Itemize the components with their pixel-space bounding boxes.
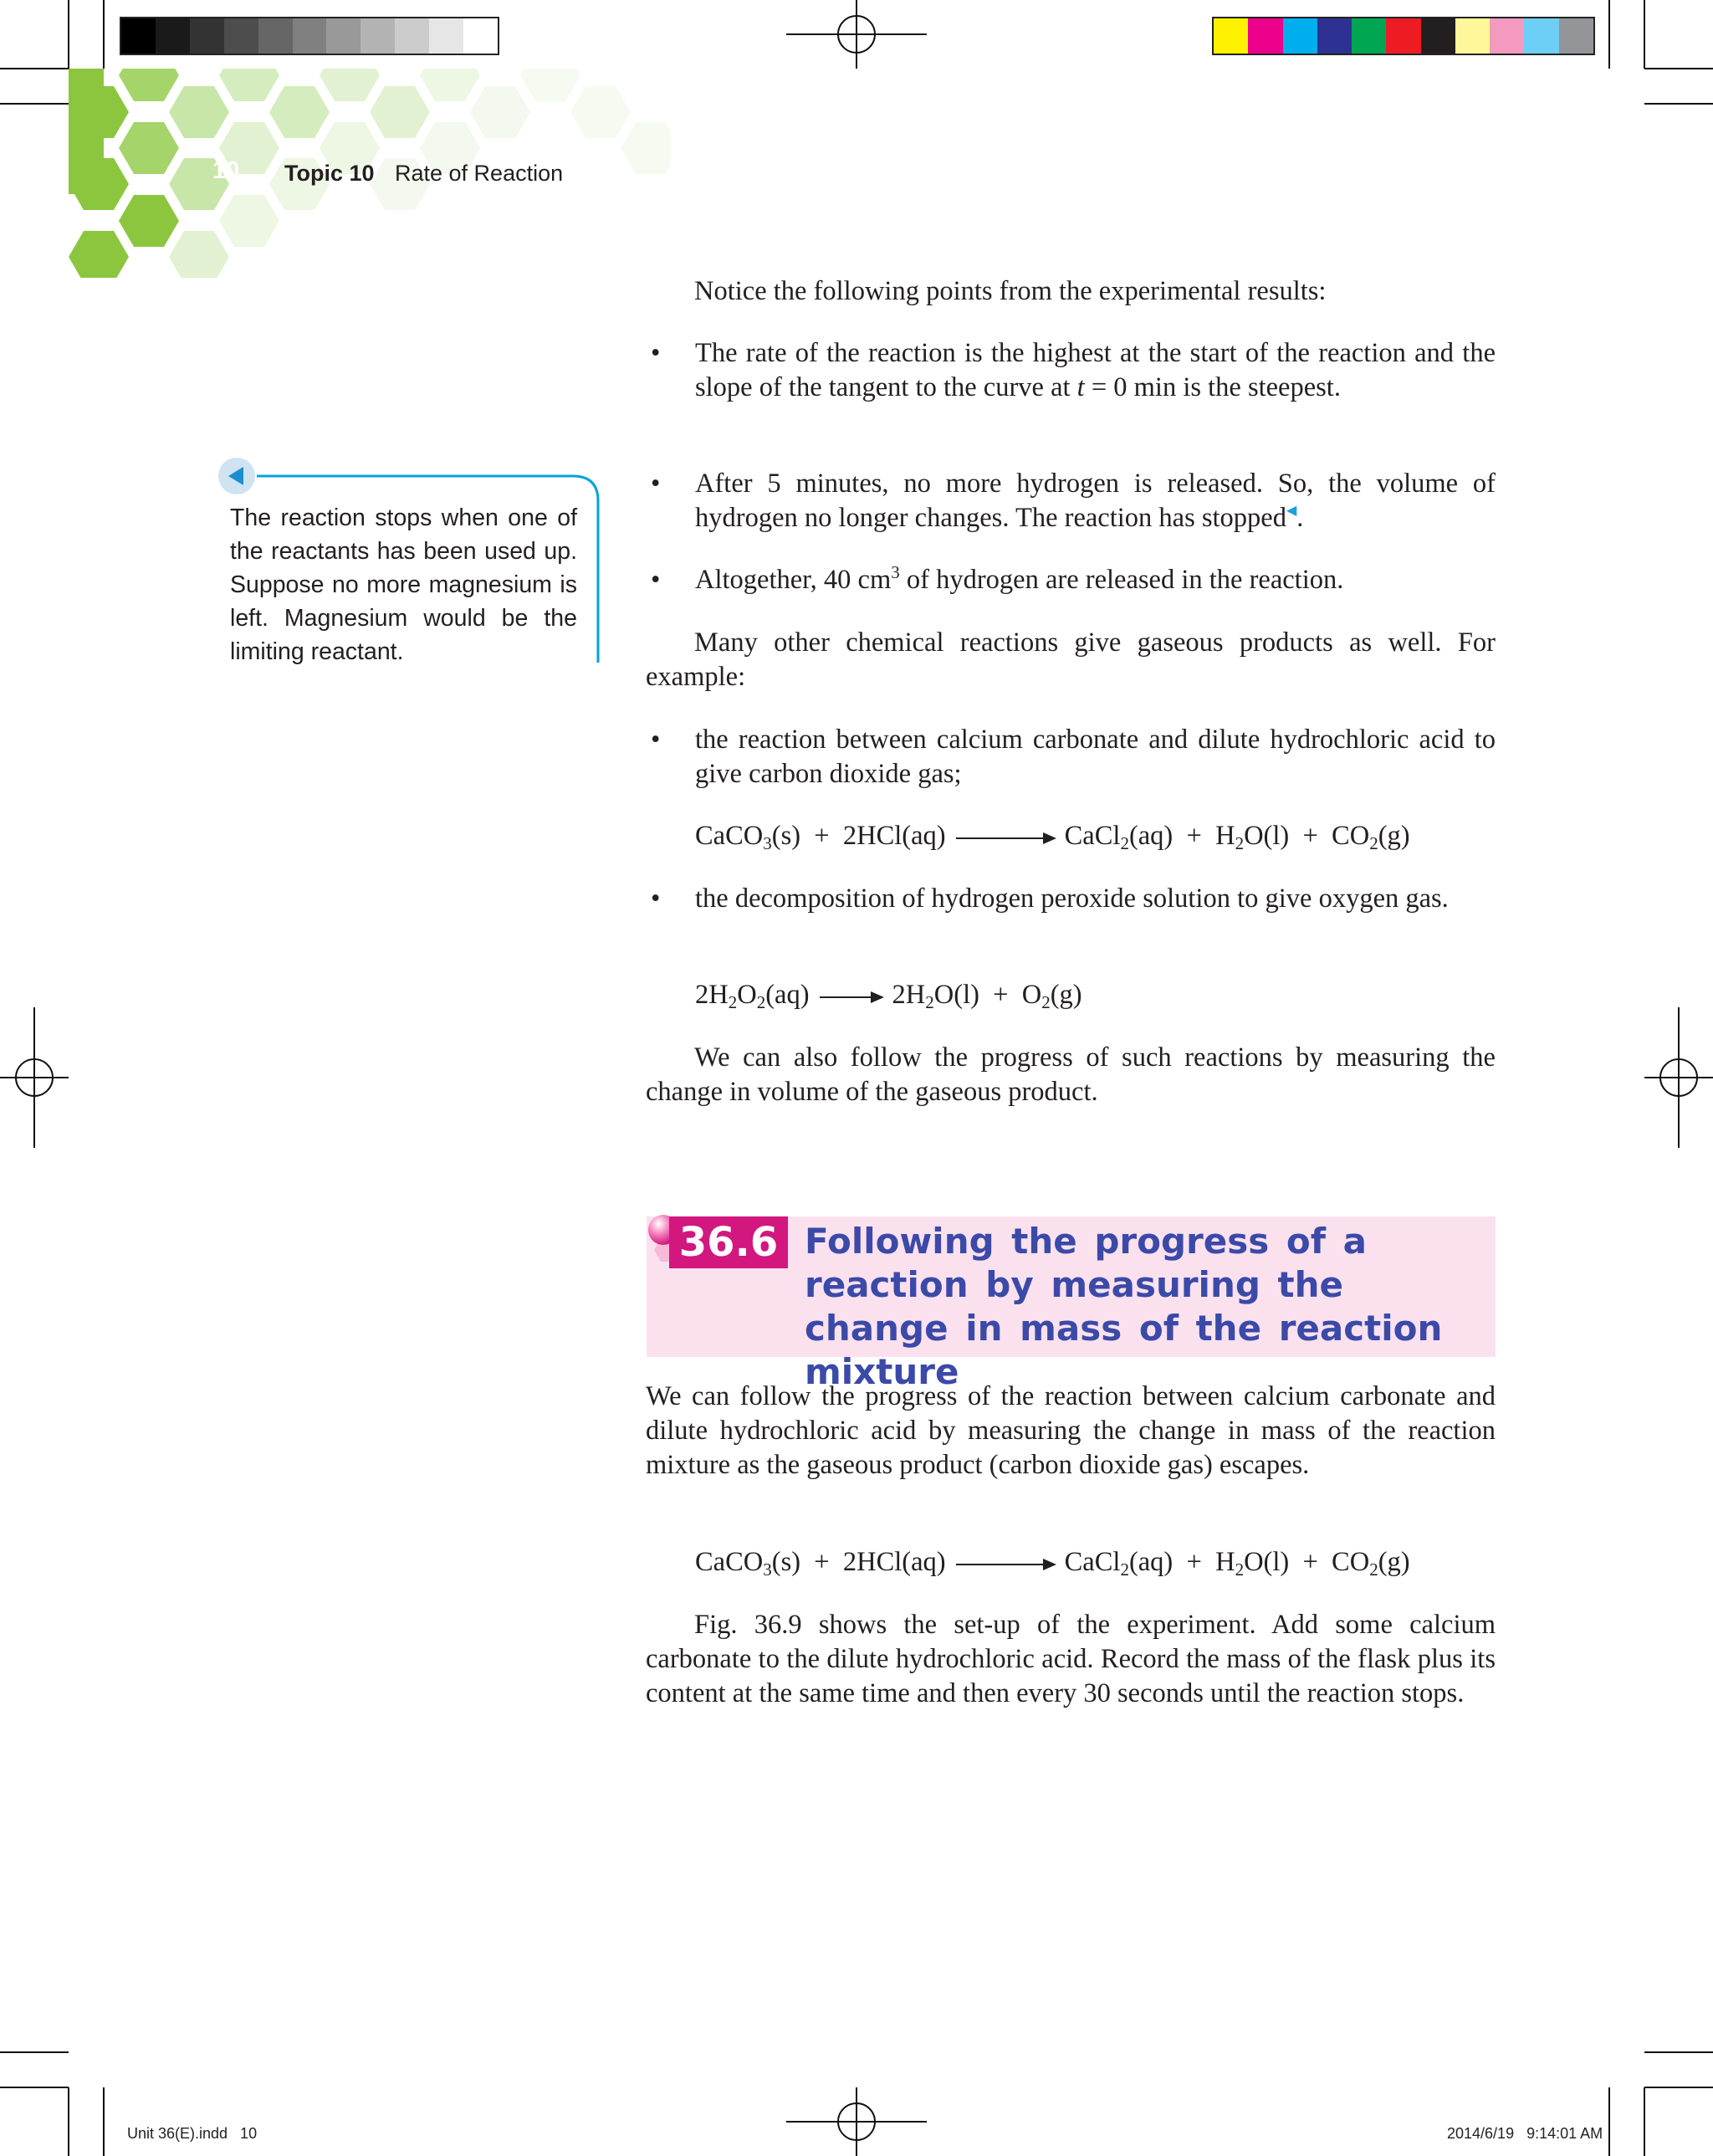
page-number: 10: [212, 157, 240, 184]
experiment-setup-paragraph: Fig. 36.9 shows the set-up of the experiment. Add some calcium carbonate to the dilute hydrochloric acid. Record the mass of the flask plus its content at the same time and then every 30 seconds until the reaction stops.: [646, 1610, 1496, 1708]
example-calcium-carbonate: the reaction between calcium carbonate and dilute hydrochloric acid to give carbon dioxide gas;: [695, 725, 1496, 789]
bullet-icon: •: [651, 338, 661, 368]
registration-mark-right: [1644, 1007, 1713, 1148]
reaction-arrow-icon: [820, 996, 882, 998]
registration-mark-left: [0, 1007, 69, 1148]
side-note-marker-icon[interactable]: ◀: [1286, 504, 1297, 518]
example-hydrogen-peroxide: the decomposition of hydrogen peroxide solution to give oxygen gas.: [695, 883, 1449, 914]
slug-file-name: Unit 36(E).indd 10: [127, 2125, 258, 2142]
registration-mark-top: [786, 0, 927, 69]
topic-title: Rate of Reaction: [395, 161, 564, 186]
equation-calcium-carbonate: CaCO$_3$(s) + 2HCl(aq) CaCl$_2$(aq) + $H_2O(l) + CO_2(g)$: [695, 821, 1410, 853]
point-reaction-stopped: After 5 minutes, no more hydrogen is released. So, the volume of hydrogen no longer changes. The reaction has stopped◀.: [695, 469, 1496, 533]
bullet-icon: •: [651, 883, 661, 914]
bullet-icon: •: [651, 725, 661, 755]
equation-hydrogen-peroxide: $2H_2O_2(aq) 2H_2O(l) + O_2(g)$: [695, 980, 1082, 1012]
topic-label: Topic 10: [284, 161, 375, 186]
intro-paragraph: Notice the following points from the experimental results:: [694, 276, 1327, 306]
reaction-arrow-icon: [956, 1564, 1055, 1565]
reaction-arrow-icon: [956, 837, 1055, 839]
slug-timestamp: 2014/6/19 9:14:01 AM: [1447, 2125, 1603, 2142]
side-note: The reaction stops when one of the reactants has been used up. Suppose no more magnesium is left. Magnesium would be the limiting reactant.: [230, 504, 577, 665]
mass-change-paragraph: We can follow the progress of the reaction between calcium carbonate and dilute hydrochloric acid by measuring the change in mass of the reaction mixture as the gaseous product (carbon dioxide gas) escapes.: [646, 1381, 1496, 1480]
point-total-hydrogen: Altogether, 40 $cm^3$ of hydrogen are released in the reaction.: [695, 562, 1344, 595]
follow-progress-paragraph: We can also follow the progress of such reactions by measuring the change in volume of the gaseous product.: [646, 1042, 1496, 1107]
section-number: 36.6: [669, 1216, 788, 1268]
bullet-icon: •: [651, 469, 661, 499]
bullet-icon: •: [651, 565, 661, 595]
section-title: Following the progress of a reaction by measuring the change in mass of the reaction mixture: [805, 1221, 1443, 1392]
registration-mark-bottom: [786, 2087, 927, 2156]
other-reactions-paragraph: Many other chemical reactions give gaseous products as well. For example:: [646, 627, 1496, 692]
point-rate-highest: The rate of the reaction is the highest at the start of the reaction and the slope of the tangent to the curve at t = 0 min is the steepest.: [695, 338, 1496, 402]
equation-calcium-carbonate-2: CaCO$_3$(s) + 2HCl(aq) CaCl$_2$(aq) + $H_2O(l) + CO_2(g)$: [695, 1547, 1410, 1580]
